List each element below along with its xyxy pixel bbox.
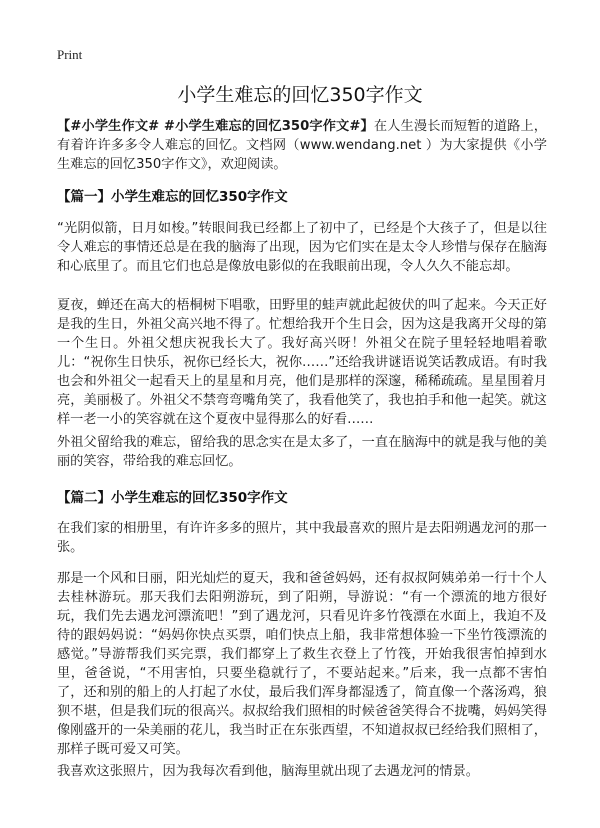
page-title: 小学生难忘的回忆350字作文 [177, 84, 423, 106]
intro-tags: 【#小学生作文# #小学生难忘的回忆350字作文#】 [57, 119, 374, 134]
section-2-paragraph-2: 那是一个风和日丽，阳光灿烂的夏天，我和爸爸妈妈，还有叔叔阿姨弟弟一行十个人去桂林游玩。那天我们去阳朔游玩，到了阳朔，导游说：“有一个漂流的地方很好玩，我们先去遇龙河漂流吧！”到了遇龙河，只看见许多竹筏漂在水面上，我迫不及待的跟妈妈说：“妈妈你快点买票，咱们快点上船，我非常想体验一下坐竹筏漂流的感觉。”导游帮我们买完票，我们都穿上了救生衣登上了竹筏，开始我很害怕掉到水里，爸爸说，“不用害怕，只要坐稳就行了，不要站起来。”后来，我一点都不害怕了，还和别的船上的人打起了水仗，最后我们浑身都湿透了，简直像一个落汤鸡，狼狈不堪，但是我们玩的很高兴。叔叔给我们照相的时候爸爸笑得合不拢嘴，妈妈笑得像刚盛开的一朵美丽的花儿，我当时正在东张西望，不知道叔叔已经给我们照相了，那样子既可爱又可笑。 [57, 571, 547, 757]
section-1-paragraph-3: 外祖父留给我的难忘，留给我的思念实在是太多了，一直在脑海中的就是我与他的美丽的笑容，带给我的难忘回忆。 [57, 435, 547, 469]
section-1-paragraph-2: 夏夜，蝉还在高大的梧桐树下唱歌，田野里的蛙声就此起彼伏的叫了起来。今天正好是我的生日，外祖父高兴地不得了。忙想给我开个生日会，因为这是我离开父母的第一个生日。外祖父想庆祝我长大了。我好高兴呀！外祖父在院子里轻轻地唱着歌儿：“祝你生日快乐，祝你已经长大，祝你……”还给我讲谜语说笑话教成语。有时我也会和外祖父一起看天上的星星和月亮，他们是那样的深邃，稀稀疏疏。星星围着月亮，美丽极了。外祖父不禁弯弯嘴角笑了，我看他笑了，我也拍手和他一起笑。就这样一老一小的笑容就在这个夏夜中显得那么的好看…… [57, 298, 547, 427]
section-1-paragraph-1: “光阴似箭，日月如梭。”转眼间我已经都上了初中了，已经是个大孩子了，但是以往令人难忘的事情还总是在我的脑海了出现，因为它们实在是太令人珍惜与保存在脑海和心底里了。而且它们也总是像放电影似的在我眼前出现，令人久久不能忘却。 [57, 221, 547, 274]
section-heading-2: 【篇二】小学生难忘的回忆350字作文 [57, 490, 288, 506]
intro-text: 在人生漫长而短暂的道路上，有着许许多多令人难忘的回忆。文档网（www.wendang.net ）为大家提供《小学生难忘的回忆350字作文》，欢迎阅读。 [57, 119, 547, 172]
section-2-paragraph-1: 在我们家的相册里，有许许多多的照片，其中我最喜欢的照片是去阳朔遇龙河的那一张。 [57, 521, 547, 555]
intro-paragraph [57, 117, 547, 174]
section-heading-1: 【篇一】小学生难忘的回忆350字作文 [57, 189, 288, 205]
print-label: Print [57, 47, 83, 62]
section-2-paragraph-3: 我喜欢这张照片，因为我每次看到他，脑海里就出现了去遇龙河的情景。 [57, 764, 479, 779]
